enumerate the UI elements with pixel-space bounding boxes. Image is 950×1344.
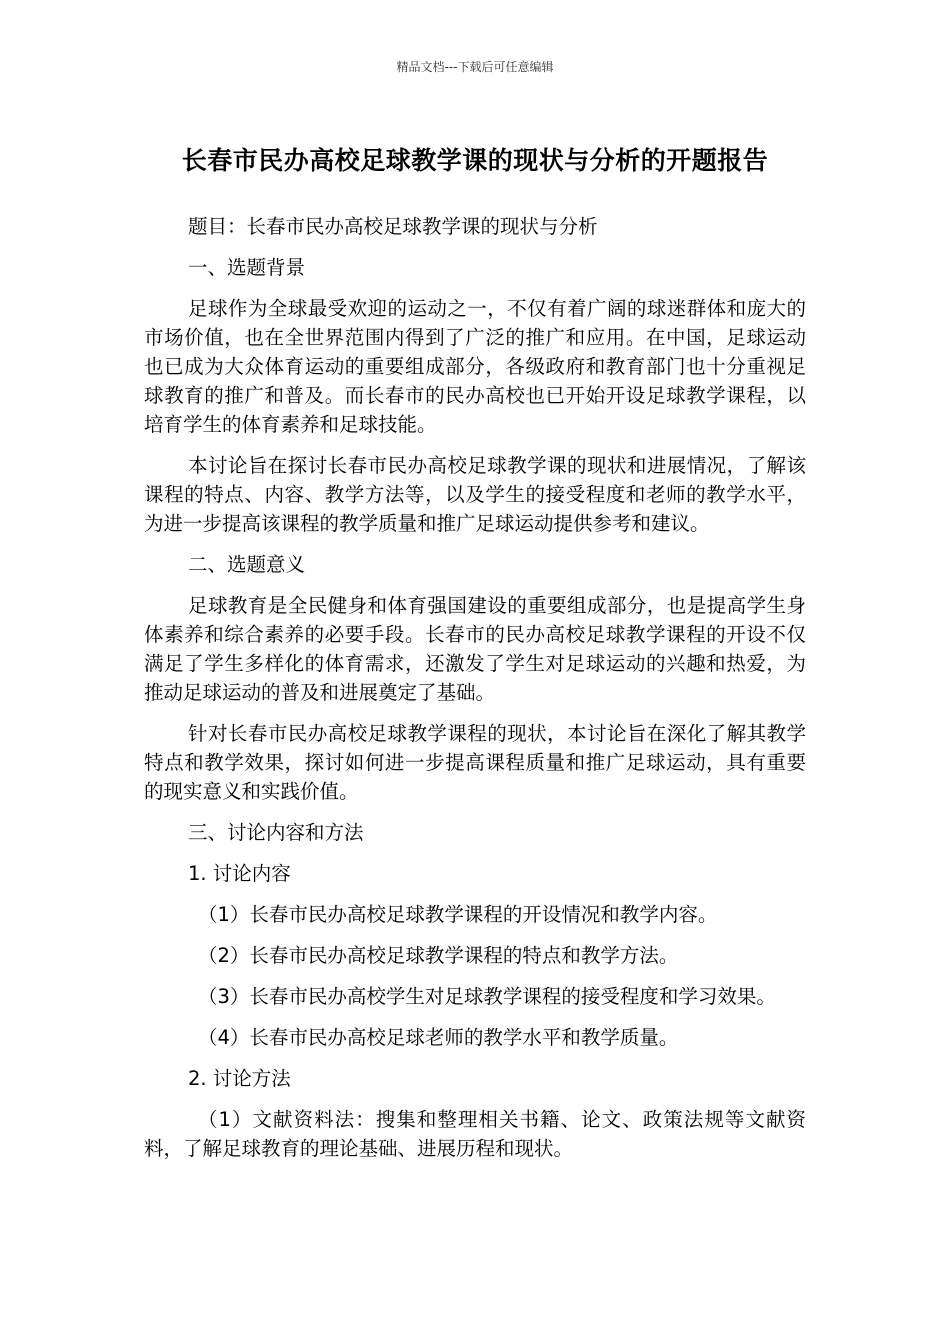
list-item: （1）文献资料法：搜集和整理相关书籍、论文、政策法规等文献资料，了解足球教育的理论基础、进展历程和现状。 (144, 1108, 806, 1160)
list-item: （3）长春市民办高校学生对足球教学课程的接受程度和学习效果。 (198, 985, 776, 1008)
list-item: （2）长春市民办高校足球教学课程的特点和教学方法。 (198, 944, 679, 967)
paragraph: 足球教育是全民健身和体育强国建设的重要组成部分，也是提高学生身体素养和综合素养的必要手段。长春市的民办高校足球教学课程的开设不仅满足了学生多样化的体育需求，还激发了学生对足球运动的兴趣和热爱，为推动足球运动的普及和进展奠定了基础。 (144, 594, 806, 704)
section-heading-content-method: 三、讨论内容和方法 (188, 821, 364, 844)
section-heading-significance: 二、选题意义 (188, 553, 306, 576)
document-title: 长春市民办高校足球教学课的现状与分析的开题报告 (181, 146, 769, 175)
topic-line: 题目：长春市民办高校足球教学课的现状与分析 (188, 215, 598, 238)
list-item: （1）长春市民办高校足球教学课程的开设情况和教学内容。 (198, 903, 718, 926)
paragraph: 本讨论旨在探讨长春市民办高校足球教学课的现状和进展情况，了解该课程的特点、内容、教学方法等，以及学生的接受程度和老师的教学水平，为进一步提高该课程的教学质量和推广足球运动提供参考和建议。 (144, 454, 806, 535)
list-item: （4）长春市民办高校足球老师的教学水平和教学质量。 (198, 1026, 679, 1049)
subsection-heading-content: 1. 讨论内容 (188, 862, 291, 885)
subsection-heading-method: 2. 讨论方法 (188, 1067, 291, 1090)
header-note: 精品文档---下载后可任意编辑 (396, 60, 554, 74)
paragraph: 针对长春市民办高校足球教学课程的现状，本讨论旨在深化了解其教学特点和教学效果，探讨如何进一步提高课程质量和推广足球运动，具有重要的现实意义和实践价值。 (144, 722, 806, 803)
section-heading-background: 一、选题背景 (188, 256, 306, 279)
document-body (144, 212, 806, 1175)
paragraph: 足球作为全球最受欢迎的运动之一，不仅有着广阔的球迷群体和庞大的市场价值，也在全世界范围内得到了广泛的推广和应用。在中国，足球运动也已成为大众体育运动的重要组成部分，各级政府和教育部门也十分重视足球教育的推广和普及。而长春市的民办高校也已开始开设足球教学课程，以培育学生的体育素养和足球技能。 (144, 297, 806, 436)
